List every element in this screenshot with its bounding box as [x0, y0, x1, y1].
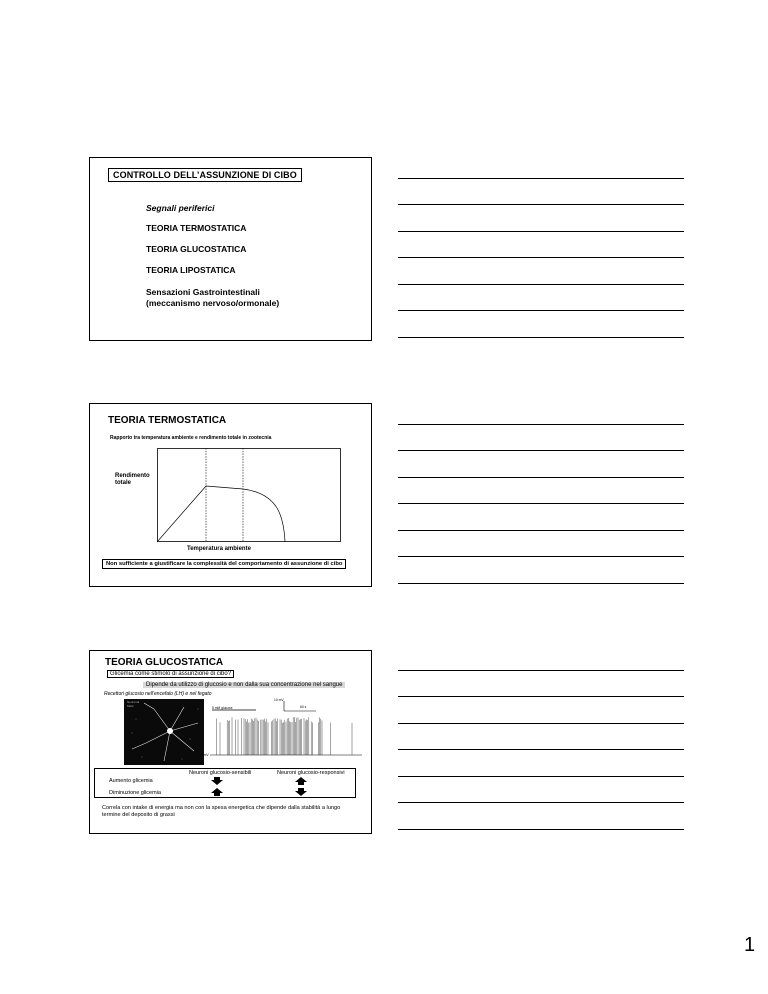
- page-number: 1: [744, 934, 756, 956]
- list-item: TEORIA LIPOSTATICA: [146, 265, 236, 275]
- note-line: [398, 231, 684, 232]
- column-header: Neuroni glucosio-sensibili: [189, 770, 252, 776]
- note-line: [398, 723, 684, 724]
- list-item: TEORIA GLUCOSTATICA: [146, 244, 247, 254]
- note-line: [398, 749, 684, 750]
- yield-curve-fall: [243, 489, 285, 542]
- row-label: Diminuzione glicemia: [109, 790, 161, 796]
- note-line: [398, 530, 684, 531]
- neuron-response-table: [94, 768, 356, 798]
- row-label: Aumento glicemia: [109, 778, 153, 784]
- note-line: [398, 802, 684, 803]
- micrograph-label-2: Mark: [127, 703, 134, 708]
- y-axis-label: [115, 473, 150, 487]
- neuron-drawing: [124, 699, 204, 765]
- arrow-down-icon: [295, 788, 307, 796]
- note-line: [398, 310, 684, 311]
- note-line: [398, 204, 684, 205]
- note-line: [398, 829, 684, 830]
- list-item: Segnali periferici: [146, 203, 215, 213]
- baseline-label: -45 mV: [198, 753, 209, 757]
- note-line: [398, 450, 684, 451]
- note-line: [398, 257, 684, 258]
- y-axis-label-line-2: totale: [115, 480, 132, 486]
- slide-3-question: Glicemia come stimolo di assunzione di cibo?: [107, 670, 234, 678]
- spike-group: [216, 717, 352, 755]
- electrophysiology-trace: [198, 697, 364, 765]
- note-line: [398, 583, 684, 584]
- slide-3-receptors: Recettori glucosio nell’encefalo (LH) e nel fegato: [104, 691, 212, 697]
- column-header: Neuroni glucosio-responsivi: [277, 770, 345, 776]
- yield-curve-rise: [157, 486, 243, 542]
- neuron-micrograph: [124, 699, 204, 765]
- slide-1-title: CONTROLLO DELL’ASSUNZIONE DI CIBO: [108, 168, 302, 182]
- mv-scale-label: 10 mV: [274, 698, 284, 702]
- note-line: [398, 477, 684, 478]
- arrow-up-icon: [211, 788, 223, 796]
- note-line: [398, 670, 684, 671]
- time-scale-label: 60 s: [300, 705, 307, 709]
- slide-3-title: TEORIA GLUCOSTATICA: [105, 657, 224, 668]
- slide-3-dependence: Dipende da utilizzo di glucosio e non dalla sua concentrazione nel sangue: [143, 682, 345, 688]
- note-line: [398, 424, 684, 425]
- note-line: [398, 503, 684, 504]
- slide-2-note: Non sufficiente a giustificare la complessità del comportamento di assunzione di cibo: [102, 559, 346, 569]
- arrow-up-icon: [295, 777, 307, 785]
- note-line: [398, 284, 684, 285]
- slide-3-footer: Correla con intake di energia ma non con la spesa energetica che dipende dalla stabilità a lungo termine del deposito di grassi: [102, 805, 341, 818]
- micrograph-label-1: Neuronal: [127, 700, 140, 704]
- list-item: (meccanismo nervoso/ormonale): [146, 298, 280, 308]
- slide-3: [89, 650, 372, 834]
- list-item: TEORIA TERMOSTATICA: [146, 223, 247, 233]
- note-line: [398, 776, 684, 777]
- note-line: [398, 337, 684, 338]
- slide-1: [89, 157, 372, 341]
- slide-2-subtitle: Rapporto tra temperatura ambiente e rendimento totale in zootecnia: [110, 435, 272, 441]
- list-item: Sensazioni Gastrointestinali: [146, 287, 260, 297]
- slide-2-title: TEORIA TERMOSTATICA: [108, 415, 227, 426]
- arrow-down-icon: [211, 777, 223, 785]
- note-line: [398, 178, 684, 179]
- x-axis-label: Temperatura ambiente: [187, 546, 251, 552]
- slide-2: [89, 403, 372, 587]
- note-line: [398, 696, 684, 697]
- glucose-label: 5 mM glucose: [212, 706, 233, 710]
- note-line: [398, 556, 684, 557]
- y-axis-label-line-1: Rendimento: [115, 473, 150, 479]
- diagram-frame: [158, 449, 341, 542]
- temperature-yield-diagram: [157, 448, 342, 543]
